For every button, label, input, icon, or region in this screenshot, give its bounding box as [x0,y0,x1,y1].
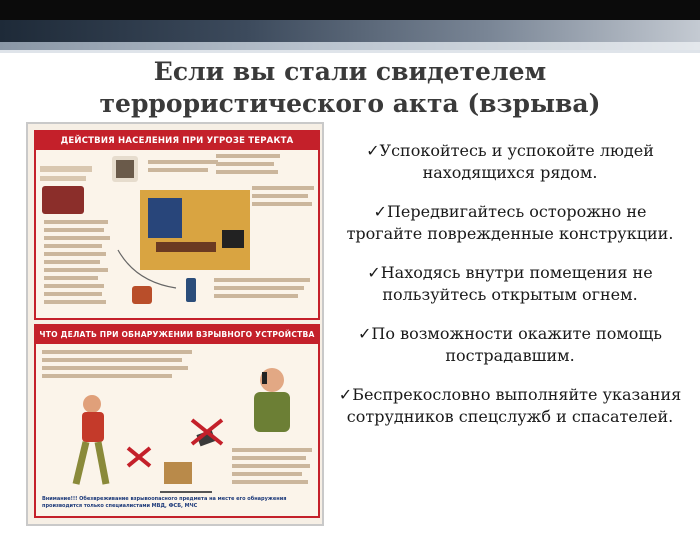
top-dark-bar [0,0,700,20]
box-icon [164,462,192,484]
cross-icon [128,448,150,466]
header-gradient-stripe-thin [0,50,700,53]
slide-title [40,56,660,120]
bottle-icon [186,278,196,302]
instructions-list [336,140,684,445]
poster-warning-text: Внимание!!! Обезвреживание взрывоопасного предмета на месте его обнаружения производится только специалистами МВД, ФСБ, МЧС [42,496,287,509]
briefcase-icon [42,186,84,214]
instruction-item: ✓Передвигайтесь осторожно не трогайте поврежденные конструкции. [346,202,674,243]
header-gradient-stripe-light [0,42,700,50]
instruction-item: ✓Успокойтесь и успокойте людей находящихся рядом. [366,141,654,182]
threat-illustration [36,150,318,318]
header-gradient-stripe [0,20,700,42]
instruction-item: ✓Беспрекословно выполняйте указания сотрудников спецслужб и спасателей. [338,385,682,426]
table-icon [156,242,216,252]
slide-title-line2: террористического акта (взрыва) [99,89,601,118]
woman-figure [83,395,101,413]
instruction-item: ✓По возможности окажите помощь пострадавшим. [357,324,663,365]
explosive-illustration [36,344,318,494]
instruction-item: ✓Находясь внутри помещения не пользуйтесь открытым огнем. [367,263,653,304]
poster-panel-explosive [34,324,320,518]
poster-panel-threat-title: ДЕЙСТВИЯ НАСЕЛЕНИЯ ПРИ УГРОЗЕ ТЕРАКТА [36,132,318,150]
bag-icon [132,286,152,304]
slide-title-line1: Если вы стали свидетелем [153,57,547,86]
poster-image [26,122,324,526]
poster-panel-explosive-title: ЧТО ДЕЛАТЬ ПРИ ОБНАРУЖЕНИИ ВЗРЫВНОГО УСТРОЙСТВА [36,326,318,344]
poster-panel-threat [34,130,320,320]
window-icon [148,198,182,238]
